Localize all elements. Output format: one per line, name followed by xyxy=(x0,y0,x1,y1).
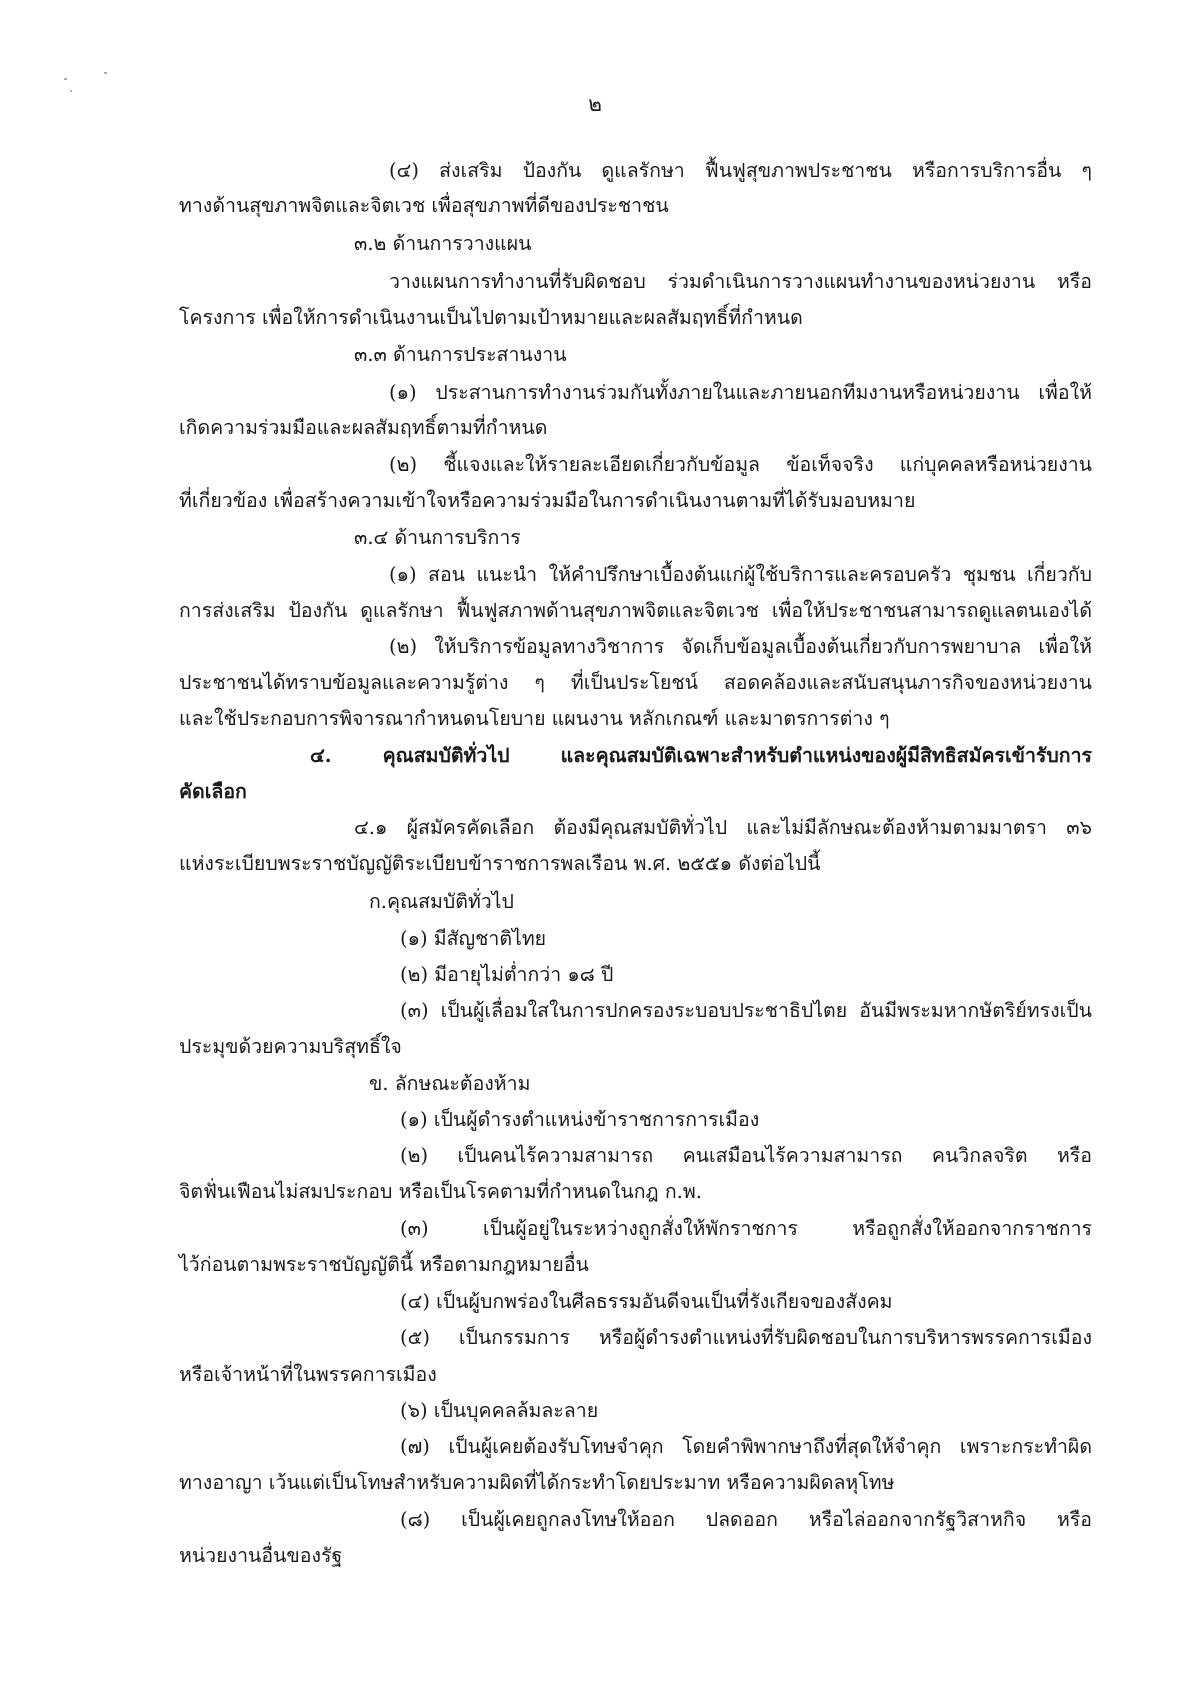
section-3-4-item-1-line-2: การส่งเสริม ป้องกัน ดูแลรักษา ฟื้นฟูสภาพด้านสุขภาพจิตและจิตเวช เพื่อให้ประชาชนสามารถดูแลตนเองได้ xyxy=(179,599,1092,622)
general-qualifications-heading: ก.คุณสมบัติทั่วไป xyxy=(369,890,514,913)
general-item-1: (๑) มีสัญชาติไทย xyxy=(400,927,547,950)
section-4-1-line-1: ๔.๑ ผู้สมัครคัดเลือก ต้องมีคุณสมบัติทั่วไป และไม่มีลักษณะต้องห้ามตามมาตรา ๓๖ xyxy=(354,816,1092,839)
section-3-4-item-2-line-1: (๒) ให้บริการข้อมูลทางวิชาการ จัดเก็บข้อมูลเบื้องต้นเกี่ยวกับการพยาบาล เพื่อให้ xyxy=(389,635,1092,658)
section-3-2-line-2: โครงการ เพื่อให้การดำเนินงานเป็นไปตามเป้าหมายและผลสัมฤทธิ์ที่กำหนด xyxy=(179,306,803,329)
prohibition-item-2-line-2: จิตฟั่นเฟือนไม่สมประกอบ หรือเป็นโรคตามที่กำหนดในกฎ ก.พ. xyxy=(179,1180,702,1203)
page-number: ๒ xyxy=(588,92,602,116)
scan-speck xyxy=(64,78,67,80)
prohibition-item-7-line-1: (๗) เป็นผู้เคยต้องรับโทษจำคุก โดยคำพิพากษาถึงที่สุดให้จำคุก เพราะกระทำผิด xyxy=(400,1435,1092,1458)
section-4-heading-line-1: ๔. คุณสมบัติทั่วไป และคุณสมบัติเฉพาะสำหรับตำแหน่งของผู้มีสิทธิสมัครเข้ารับการ xyxy=(310,744,1092,767)
prohibitions-heading: ข. ลักษณะต้องห้าม xyxy=(369,1072,531,1095)
general-item-2: (๒) มีอายุไม่ต่ำกว่า ๑๘ ปี xyxy=(400,963,614,986)
prohibition-item-5-line-2: หรือเจ้าหน้าที่ในพรรคการเมือง xyxy=(179,1363,437,1386)
prohibition-item-2-line-1: (๒) เป็นคนไร้ความสามารถ คนเสมือนไร้ความสามารถ คนวิกลจริต หรือ xyxy=(400,1144,1092,1167)
section-3-3-item-2-line-1: (๒) ชี้แจงและให้รายละเอียดเกี่ยวกับข้อมูล ข้อเท็จจริง แก่บุคคลหรือหน่วยงาน xyxy=(389,453,1092,476)
general-item-3-line-1: (๓) เป็นผู้เลื่อมใสในการปกครองระบอบประชาธิปไตย อันมีพระมหากษัตริย์ทรงเป็น xyxy=(400,999,1092,1022)
section-3-3-item-1-line-1: (๑) ประสานการทำงานร่วมกันทั้งภายในและภายนอกทีมงานหรือหน่วยงาน เพื่อให้ xyxy=(389,381,1092,404)
section-3-4-item-2-line-2: ประชาชนได้ทราบข้อมูลและความรู้ต่าง ๆ ที่เป็นประโยชน์ สอดคล้องและสนับสนุนภารกิจของหน่วยงาน xyxy=(179,671,1092,694)
section-4-1-line-2: แห่งระเบียบพระราชบัญญัติระเบียบข้าราชการพลเรือน พ.ศ. ๒๕๕๑ ดังต่อไปนี้ xyxy=(179,852,821,875)
section-4-heading-line-2: คัดเลือก xyxy=(179,780,247,803)
section-3-4-item-2-line-3: และใช้ประกอบการพิจารณากำหนดนโยบาย แผนงาน หลักเกณฑ์ และมาตรการต่าง ๆ xyxy=(179,707,890,730)
prohibition-item-5-line-1: (๕) เป็นกรรมการ หรือผู้ดำรงตำแหน่งที่รับผิดชอบในการบริหารพรรคการเมือง xyxy=(400,1326,1092,1349)
item-4-line-2: ทางด้านสุขภาพจิตและจิตเวช เพื่อสุขภาพที่ดีของประชาชน xyxy=(179,194,669,217)
prohibition-item-7-line-2: ทางอาญา เว้นแต่เป็นโทษสำหรับความผิดที่ได้กระทำโดยประมาท หรือความผิดลหุโทษ xyxy=(179,1471,895,1494)
scan-speck xyxy=(104,72,107,74)
section-3-2-heading: ๓.๒ ด้านการวางแผน xyxy=(354,232,532,255)
item-4-line-1: (๔) ส่งเสริม ป้องกัน ดูแลรักษา ฟื้นฟูสุขภาพประชาชน หรือการบริการอื่น ๆ xyxy=(389,159,1092,182)
prohibition-item-8-line-1: (๘) เป็นผู้เคยถูกลงโทษให้ออก ปลดออก หรือไล่ออกจากรัฐวิสาหกิจ หรือ xyxy=(400,1508,1092,1531)
general-item-3-line-2: ประมุขด้วยความบริสุทธิ์ใจ xyxy=(179,1035,402,1058)
section-3-2-line-1: วางแผนการทำงานที่รับผิดชอบ ร่วมดำเนินการวางแผนทำงานของหน่วยงาน หรือ xyxy=(389,270,1092,293)
prohibition-item-6: (๖) เป็นบุคคลล้มละลาย xyxy=(400,1399,599,1422)
prohibition-item-1: (๑) เป็นผู้ดำรงตำแหน่งข้าราชการการเมือง xyxy=(400,1108,760,1131)
prohibition-item-3-line-1: (๓) เป็นผู้อยู่ในระหว่างถูกสั่งให้พักราชการ หรือถูกสั่งให้ออกจากราชการ xyxy=(400,1217,1092,1240)
section-3-4-item-1-line-1: (๑) สอน แนะนำ ให้คำปรึกษาเบื้องต้นแก่ผู้ใช้บริการและครอบครัว ชุมชน เกี่ยวกับ xyxy=(389,563,1092,586)
section-3-4-heading: ๓.๔ ด้านการบริการ xyxy=(354,526,521,549)
section-3-3-heading: ๓.๓ ด้านการประสานงาน xyxy=(354,343,567,366)
section-3-3-item-1-line-2: เกิดความร่วมมือและผลสัมฤทธิ์ตามที่กำหนด xyxy=(179,416,548,439)
prohibition-item-8-line-2: หน่วยงานอื่นของรัฐ xyxy=(179,1544,343,1567)
prohibition-item-4: (๔) เป็นผู้บกพร่องในศีลธรรมอันดีจนเป็นที่รังเกียจของสังคม xyxy=(400,1290,893,1313)
section-3-3-item-2-line-2: ที่เกี่ยวข้อง เพื่อสร้างความเข้าใจหรือความร่วมมือในการดำเนินงานตามที่ได้รับมอบหมาย xyxy=(179,489,916,512)
prohibition-item-3-line-2: ไว้ก่อนตามพระราชบัญญัตินี้ หรือตามกฎหมายอื่น xyxy=(179,1253,589,1276)
